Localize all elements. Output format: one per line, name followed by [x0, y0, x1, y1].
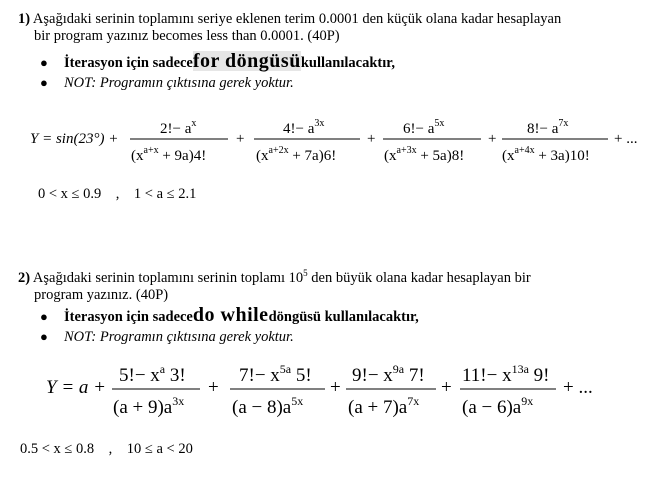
question-2-text: [18, 265, 648, 304]
question-2-line1-pre: Aşağıdaki serinin toplamını serinin toplamı 10: [32, 269, 304, 286]
bullet-icon: ●: [40, 329, 48, 344]
for-loop-label: for döngüsü: [192, 50, 301, 72]
plus-sign: +: [330, 377, 341, 398]
bullet-1-pre: İterasyon için sadece: [64, 55, 193, 71]
formula-2-term-4: [460, 362, 556, 418]
formula-2-tail: + ...: [563, 377, 593, 398]
question-2-line2: program yazınız. (40P): [34, 286, 169, 303]
bullet-icon: ●: [40, 309, 48, 324]
plus-sign: +: [488, 131, 497, 147]
bullet-2-note: NOT: Programın çıktısına gerek yoktur.: [64, 329, 294, 345]
question-2-number: 2): [18, 269, 31, 286]
bullet-2-note: NOT: Programın çıktısına gerek yoktur.: [64, 75, 294, 91]
term-2-denominator: $(x^{a+2x} + 7a)6$!: [256, 145, 337, 164]
bullet-icon: ●: [40, 75, 48, 90]
bullet-1-post: kullanılacaktır,: [300, 55, 395, 71]
question-2-bullet-2: [40, 327, 419, 347]
formula-1: [30, 118, 637, 164]
term-1-denominator: $(x^{a+x} + 9a)4$!: [131, 145, 207, 164]
question-2-bullet-1: [40, 305, 419, 327]
term-1-denominator: $(a + 9)a^{3x}$: [113, 394, 185, 418]
question-2-condition: 0.5 < x ≤ 0.8 , 10 ≤ a < 20: [20, 441, 193, 457]
term-4-numerator: $8!- a^{7x}$: [527, 118, 569, 137]
question-1-number: 1): [18, 11, 31, 27]
term-3-numerator: $9!- x^{9a}$ 7!: [352, 362, 425, 386]
term-3-denominator: $(a + 7)a^{7x}$: [348, 394, 420, 418]
formula-1-term-4: [502, 118, 608, 164]
term-4-numerator: $11!- x^{13a}$ 9!: [462, 362, 550, 386]
formula-2-term-2: [230, 362, 325, 418]
question-2-line1-post: den büyük olana kadar hesaplayan bir: [307, 269, 531, 286]
plus-sign: +: [208, 377, 219, 398]
bullet-1-post: döngüsü kullanılacaktır,: [268, 309, 419, 325]
term-1-numerator: $5!- x^a$ 3!: [119, 362, 186, 386]
term-1-numerator: $2!- a^x$: [160, 118, 197, 137]
term-2-denominator: $(a - 8)a^{5x}$: [232, 394, 304, 418]
question-1-line1: Aşağıdaki serinin toplamını seriye eklenen terim 0.0001 den küçük olana kadar hesaplayan: [32, 11, 562, 27]
formula-1-tail: + ...: [614, 131, 638, 147]
formula-1-term-3: [383, 118, 481, 164]
term-3-numerator: $6!- a^{5x}$: [403, 118, 445, 137]
formula-2-term-1: [112, 362, 200, 418]
do-while-label: do while: [192, 304, 269, 326]
term-2-numerator: $4!- a^{3x}$: [283, 118, 325, 137]
question-1-condition: 0 < x ≤ 0.9 , 1 < a ≤ 2.1: [38, 186, 197, 202]
formula-1-term-2: [254, 118, 360, 164]
question-2-line1-sup: 5: [303, 268, 308, 278]
formula-2: [46, 362, 593, 418]
term-4-denominator: $(a - 6)a^{9x}$: [462, 394, 534, 418]
formula-2-term-3: [346, 362, 436, 418]
plus-sign: +: [236, 131, 245, 147]
plus-sign: +: [367, 131, 376, 147]
plus-sign: +: [441, 377, 452, 398]
formula-1-term-1: [130, 118, 228, 164]
question-2-bullets: [40, 305, 419, 347]
formula-1-lhs: Y = sin(23°) +: [30, 131, 119, 147]
term-4-denominator: $(x^{a+4x} + 3a)10$!: [502, 145, 590, 164]
term-2-numerator: $7!- x^{5a}$ 5!: [239, 362, 312, 386]
term-3-denominator: $(x^{a+3x} + 5a)8$!: [384, 145, 465, 164]
bullet-1-pre: İterasyon için sadece: [64, 309, 193, 325]
formula-2-lhs: Y = a +: [46, 377, 106, 398]
question-1-line2: bir program yazınız becomes less than 0.0001. (40P): [34, 28, 340, 44]
bullet-icon: ●: [40, 55, 48, 70]
